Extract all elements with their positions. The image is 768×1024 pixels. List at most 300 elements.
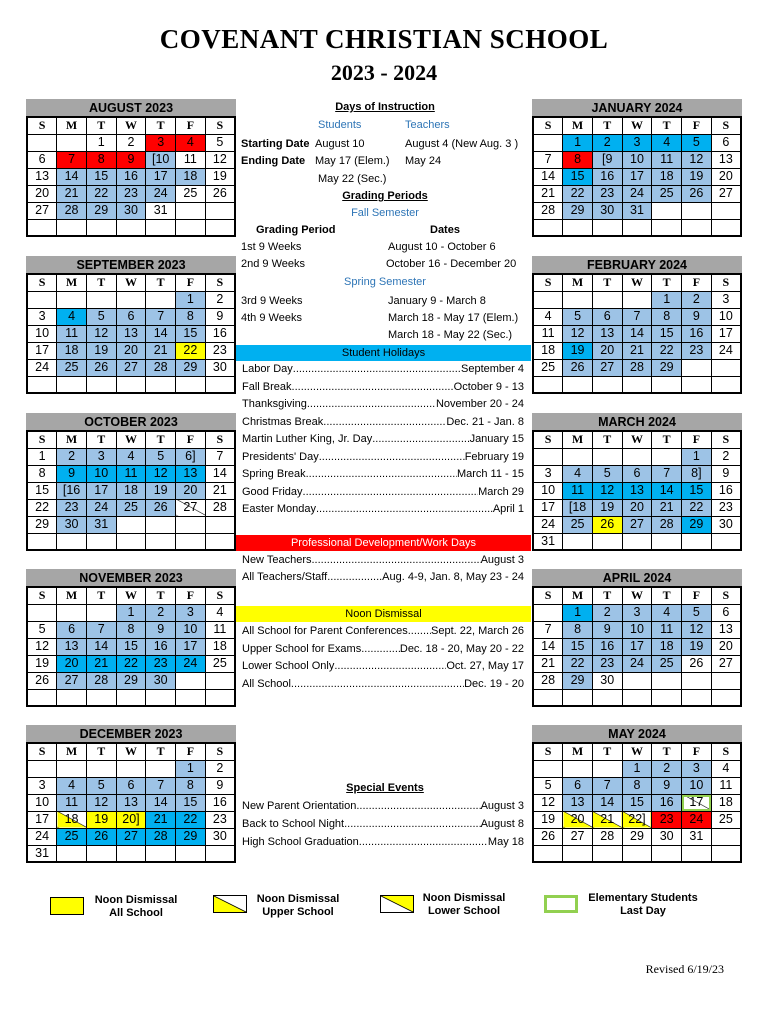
day-cell: 23 bbox=[57, 499, 87, 516]
day-cell bbox=[205, 672, 235, 689]
day-cell: 18 bbox=[57, 811, 87, 828]
day-cell: 21 bbox=[652, 499, 682, 516]
day-cell: 10 bbox=[533, 482, 563, 499]
day-cell: 28 bbox=[652, 516, 682, 533]
day-cell: 29 bbox=[86, 202, 116, 219]
day-cell: 26 bbox=[682, 655, 712, 672]
legend-all: Noon Dismissal All School bbox=[94, 894, 178, 919]
day-cell: 6] bbox=[176, 448, 206, 465]
weekday-header: M bbox=[57, 431, 87, 448]
day-cell: 23 bbox=[146, 655, 176, 672]
weekday-header: M bbox=[57, 587, 87, 604]
day-cell: 22] bbox=[622, 811, 652, 828]
weekday-header: M bbox=[563, 431, 593, 448]
day-cell bbox=[533, 604, 563, 621]
weekday-header: M bbox=[563, 274, 593, 291]
day-cell: 2 bbox=[57, 448, 87, 465]
day-cell: 30 bbox=[205, 359, 235, 376]
day-cell: 16 bbox=[682, 325, 712, 342]
day-cell: 9 bbox=[652, 777, 682, 794]
school-year: 2023 - 2024 bbox=[330, 60, 438, 85]
day-cell bbox=[176, 533, 206, 550]
day-cell: 12 bbox=[563, 325, 593, 342]
day-cell bbox=[533, 291, 563, 308]
day-cell bbox=[711, 202, 741, 219]
day-cell: 29 bbox=[682, 516, 712, 533]
day-cell bbox=[27, 291, 57, 308]
day-cell: 14 bbox=[592, 794, 622, 811]
day-cell: 9 bbox=[205, 777, 235, 794]
day-cell: 28 bbox=[146, 828, 176, 845]
day-cell: 15 bbox=[622, 794, 652, 811]
day-cell bbox=[652, 448, 682, 465]
day-cell bbox=[652, 533, 682, 550]
weekday-header: T bbox=[146, 274, 176, 291]
day-cell bbox=[592, 760, 622, 777]
day-cell: 7 bbox=[533, 621, 563, 638]
day-cell: 14 bbox=[622, 325, 652, 342]
day-cell bbox=[533, 845, 563, 862]
day-cell: 15 bbox=[682, 482, 712, 499]
weekday-header: S bbox=[27, 743, 57, 760]
teachers-header: Teachers bbox=[405, 119, 450, 131]
day-cell: 29 bbox=[176, 359, 206, 376]
day-cell: 4 bbox=[711, 760, 741, 777]
day-cell: 20 bbox=[592, 342, 622, 359]
day-cell: 22 bbox=[86, 185, 116, 202]
day-cell bbox=[146, 533, 176, 550]
day-cell bbox=[86, 689, 116, 706]
day-cell bbox=[563, 533, 593, 550]
day-cell: 5 bbox=[86, 308, 116, 325]
weekday-header: F bbox=[176, 274, 206, 291]
day-cell: 26 bbox=[205, 185, 235, 202]
day-cell bbox=[622, 845, 652, 862]
day-cell: 18 bbox=[533, 342, 563, 359]
day-cell: 16 bbox=[652, 794, 682, 811]
spring-semester: Spring Semester bbox=[344, 276, 426, 288]
day-cell: 17 bbox=[682, 794, 712, 811]
day-cell: 27 bbox=[563, 828, 593, 845]
day-cell: 13 bbox=[176, 465, 206, 482]
day-cell bbox=[622, 533, 652, 550]
students-header: Students bbox=[318, 119, 362, 131]
day-cell: 6 bbox=[592, 308, 622, 325]
weekday-header: S bbox=[205, 743, 235, 760]
day-cell: 19 bbox=[27, 655, 57, 672]
day-cell: 16 bbox=[205, 325, 235, 342]
month-grid bbox=[532, 430, 742, 551]
day-cell: 21 bbox=[146, 811, 176, 828]
day-cell: 19 bbox=[563, 342, 593, 359]
day-cell bbox=[682, 202, 712, 219]
day-cell: 10 bbox=[622, 621, 652, 638]
day-cell bbox=[652, 689, 682, 706]
day-cell: 6 bbox=[622, 465, 652, 482]
day-cell: 6 bbox=[116, 777, 146, 794]
day-cell: 25 bbox=[205, 655, 235, 672]
day-cell: 16 bbox=[592, 638, 622, 655]
day-cell: 12 bbox=[27, 638, 57, 655]
day-cell: 18 bbox=[57, 342, 87, 359]
legend-swatch-lower bbox=[380, 895, 414, 913]
day-cell bbox=[116, 533, 146, 550]
month-grid bbox=[26, 586, 236, 707]
day-cell: 27 bbox=[27, 202, 57, 219]
month-title: APRIL 2024 bbox=[532, 569, 742, 586]
day-cell bbox=[711, 828, 741, 845]
day-cell bbox=[116, 760, 146, 777]
day-cell: 17 bbox=[622, 168, 652, 185]
day-cell: 6 bbox=[711, 604, 741, 621]
day-cell: 7 bbox=[652, 465, 682, 482]
day-cell: 8 bbox=[652, 308, 682, 325]
weekday-header: S bbox=[711, 274, 741, 291]
day-cell: 8 bbox=[116, 621, 146, 638]
day-cell: 12 bbox=[682, 621, 712, 638]
weekday-header: T bbox=[652, 431, 682, 448]
weekday-header: T bbox=[652, 743, 682, 760]
revised-date: Revised 6/19/23 bbox=[645, 962, 724, 976]
weekday-header: F bbox=[176, 117, 206, 134]
day-cell bbox=[592, 376, 622, 393]
day-cell: 11 bbox=[533, 325, 563, 342]
day-cell bbox=[146, 376, 176, 393]
weekday-header: F bbox=[682, 743, 712, 760]
day-cell: 1 bbox=[563, 134, 593, 151]
day-cell: 14 bbox=[205, 465, 235, 482]
day-cell bbox=[57, 219, 87, 236]
day-cell: 26 bbox=[146, 499, 176, 516]
weekday-header: T bbox=[86, 743, 116, 760]
day-cell: 26 bbox=[563, 359, 593, 376]
day-cell: 20 bbox=[711, 638, 741, 655]
day-cell bbox=[622, 219, 652, 236]
day-cell bbox=[622, 689, 652, 706]
day-cell bbox=[682, 359, 712, 376]
day-cell: 29 bbox=[116, 672, 146, 689]
day-cell: 8 bbox=[563, 621, 593, 638]
dotted-line-item: Upper School for Exams ..... Dec. 18 - 20, May 20 - 22 bbox=[242, 643, 524, 655]
day-cell: 29 bbox=[622, 828, 652, 845]
day-cell: 14 bbox=[146, 325, 176, 342]
month-title: MARCH 2024 bbox=[532, 413, 742, 430]
day-cell: 21 bbox=[533, 655, 563, 672]
day-cell: 1 bbox=[176, 760, 206, 777]
day-cell: 14 bbox=[533, 168, 563, 185]
day-cell: 9 bbox=[205, 308, 235, 325]
day-cell bbox=[652, 845, 682, 862]
day-cell: 7 bbox=[205, 448, 235, 465]
day-cell bbox=[533, 376, 563, 393]
day-cell: 25 bbox=[533, 359, 563, 376]
legend-upper: Noon Dismissal Upper School bbox=[256, 893, 340, 918]
day-cell: 1 bbox=[116, 604, 146, 621]
day-cell bbox=[592, 448, 622, 465]
fall-semester: Fall Semester bbox=[351, 207, 419, 219]
weekday-header: T bbox=[86, 117, 116, 134]
day-cell: 18 bbox=[116, 482, 146, 499]
day-cell: 23 bbox=[711, 499, 741, 516]
day-cell: 10 bbox=[682, 777, 712, 794]
day-cell bbox=[146, 689, 176, 706]
day-cell: 17 bbox=[533, 499, 563, 516]
dotted-line-item: All School ..... Dec. 19 - 20 bbox=[242, 678, 524, 690]
day-cell: 29 bbox=[27, 516, 57, 533]
weekday-header: W bbox=[622, 743, 652, 760]
day-cell bbox=[592, 219, 622, 236]
day-cell: 30 bbox=[146, 672, 176, 689]
day-cell: 28 bbox=[86, 672, 116, 689]
day-cell: 11 bbox=[116, 465, 146, 482]
day-cell bbox=[711, 845, 741, 862]
day-cell: 19 bbox=[682, 638, 712, 655]
day-cell: 2 bbox=[205, 760, 235, 777]
month-title: JANUARY 2024 bbox=[532, 99, 742, 116]
events-heading: Special Events bbox=[346, 782, 424, 794]
day-cell: 24 bbox=[622, 655, 652, 672]
calendar-may bbox=[532, 725, 742, 863]
day-cell: 7 bbox=[86, 621, 116, 638]
day-cell: 2 bbox=[592, 604, 622, 621]
day-cell: 14 bbox=[533, 638, 563, 655]
day-cell: 15 bbox=[563, 638, 593, 655]
day-cell: 12 bbox=[205, 151, 235, 168]
day-cell bbox=[116, 845, 146, 862]
weekday-header: W bbox=[116, 274, 146, 291]
weekday-header: T bbox=[86, 587, 116, 604]
day-cell bbox=[176, 202, 206, 219]
day-cell: 15 bbox=[86, 168, 116, 185]
day-cell: 24 bbox=[27, 359, 57, 376]
day-cell: 26 bbox=[592, 516, 622, 533]
day-cell: 15 bbox=[27, 482, 57, 499]
day-cell: 8 bbox=[563, 151, 593, 168]
day-cell: 26 bbox=[86, 359, 116, 376]
day-cell: 23 bbox=[205, 811, 235, 828]
day-cell bbox=[711, 689, 741, 706]
weekday-header: W bbox=[116, 743, 146, 760]
day-cell: 10 bbox=[27, 325, 57, 342]
day-cell: 26 bbox=[682, 185, 712, 202]
day-cell: 9 bbox=[146, 621, 176, 638]
weekday-header: M bbox=[563, 587, 593, 604]
day-cell: 25 bbox=[652, 655, 682, 672]
day-cell: 15 bbox=[176, 794, 206, 811]
legend-swatch-upper bbox=[213, 895, 247, 913]
day-cell bbox=[563, 376, 593, 393]
weekday-header: T bbox=[146, 117, 176, 134]
day-cell: 14 bbox=[146, 794, 176, 811]
day-cell bbox=[592, 689, 622, 706]
day-cell bbox=[176, 219, 206, 236]
day-cell bbox=[176, 845, 206, 862]
day-cell: 31 bbox=[27, 845, 57, 862]
day-cell: 4 bbox=[652, 134, 682, 151]
day-cell: 4 bbox=[652, 604, 682, 621]
day-cell: 19 bbox=[86, 811, 116, 828]
day-cell: 19 bbox=[592, 499, 622, 516]
month-grid bbox=[532, 586, 742, 707]
day-cell: 10 bbox=[622, 151, 652, 168]
day-cell: 3 bbox=[86, 448, 116, 465]
day-cell: 19 bbox=[146, 482, 176, 499]
day-cell bbox=[57, 533, 87, 550]
grading-period-col: Grading Period bbox=[256, 224, 336, 236]
day-cell: 7 bbox=[592, 777, 622, 794]
day-cell: 14 bbox=[57, 168, 87, 185]
dotted-line-item: New Parent Orientation ..... August 3 bbox=[242, 800, 524, 812]
day-cell: 2 bbox=[205, 291, 235, 308]
day-cell: [18 bbox=[563, 499, 593, 516]
day-cell: 6 bbox=[563, 777, 593, 794]
day-cell: 5 bbox=[592, 465, 622, 482]
day-cell bbox=[176, 689, 206, 706]
dotted-line-item: All School for Parent Conferences ..... Sept. 22, March 26 bbox=[242, 625, 524, 637]
day-cell bbox=[57, 376, 87, 393]
day-cell: 23 bbox=[592, 655, 622, 672]
day-cell: 4 bbox=[205, 604, 235, 621]
day-cell bbox=[116, 516, 146, 533]
day-cell: 3 bbox=[176, 604, 206, 621]
day-cell: 11 bbox=[652, 621, 682, 638]
day-cell: 10 bbox=[711, 308, 741, 325]
weekday-header: S bbox=[27, 274, 57, 291]
day-cell: 28 bbox=[533, 202, 563, 219]
day-cell bbox=[652, 219, 682, 236]
day-cell bbox=[205, 219, 235, 236]
day-cell: 23 bbox=[652, 811, 682, 828]
dotted-line-item: Spring Break ..... March 11 - 15 bbox=[242, 468, 524, 480]
day-cell: 30 bbox=[57, 516, 87, 533]
weekday-header: S bbox=[533, 117, 563, 134]
day-cell: 20] bbox=[116, 811, 146, 828]
day-cell: 19 bbox=[86, 342, 116, 359]
day-cell: 3 bbox=[27, 308, 57, 325]
day-cell: 28 bbox=[622, 359, 652, 376]
day-cell bbox=[176, 376, 206, 393]
day-cell: 1 bbox=[682, 448, 712, 465]
dotted-line-item: Back to School Night ..... August 8 bbox=[242, 818, 524, 830]
day-cell: 12 bbox=[146, 465, 176, 482]
day-cell: 20 bbox=[116, 342, 146, 359]
grading-dates-3: January 9 - March 8 bbox=[388, 295, 486, 307]
dotted-line-item: Martin Luther King, Jr. Day ..... January 15 bbox=[242, 433, 524, 445]
day-cell bbox=[27, 376, 57, 393]
day-cell: 27 bbox=[711, 185, 741, 202]
day-cell: 18 bbox=[652, 168, 682, 185]
day-cell bbox=[116, 689, 146, 706]
day-cell: 25 bbox=[57, 828, 87, 845]
weekday-header: S bbox=[711, 743, 741, 760]
day-cell bbox=[57, 134, 87, 151]
weekday-header: S bbox=[205, 431, 235, 448]
day-cell bbox=[86, 219, 116, 236]
day-cell: 9 bbox=[116, 151, 146, 168]
day-cell: 8 bbox=[176, 308, 206, 325]
day-cell: 7 bbox=[622, 308, 652, 325]
day-cell: 15 bbox=[652, 325, 682, 342]
month-title: MAY 2024 bbox=[532, 725, 742, 742]
day-cell: 16 bbox=[205, 794, 235, 811]
day-cell bbox=[533, 760, 563, 777]
day-cell: 22 bbox=[563, 655, 593, 672]
day-cell: 19 bbox=[205, 168, 235, 185]
day-cell: 31 bbox=[146, 202, 176, 219]
day-cell: 12 bbox=[533, 794, 563, 811]
day-cell: 22 bbox=[176, 811, 206, 828]
day-cell: 20 bbox=[622, 499, 652, 516]
day-cell bbox=[176, 672, 206, 689]
day-cell bbox=[205, 533, 235, 550]
dotted-line-item: Labor Day ..... September 4 bbox=[242, 363, 524, 375]
day-cell: 19 bbox=[533, 811, 563, 828]
day-cell: 17 bbox=[711, 325, 741, 342]
day-cell: 20 bbox=[57, 655, 87, 672]
day-cell: 24 bbox=[533, 516, 563, 533]
weekday-header: F bbox=[682, 431, 712, 448]
day-cell: 11 bbox=[711, 777, 741, 794]
weekday-header: S bbox=[711, 117, 741, 134]
day-cell: 25 bbox=[652, 185, 682, 202]
grading-period-3: 3rd 9 Weeks bbox=[241, 295, 303, 307]
weekday-header: T bbox=[146, 431, 176, 448]
day-cell: 4 bbox=[563, 465, 593, 482]
day-cell bbox=[27, 689, 57, 706]
day-cell: 17 bbox=[27, 811, 57, 828]
day-cell: 12 bbox=[592, 482, 622, 499]
day-cell bbox=[622, 291, 652, 308]
pd-band: Professional Development/Work Days bbox=[236, 535, 531, 551]
day-cell bbox=[205, 689, 235, 706]
day-cell: 18 bbox=[711, 794, 741, 811]
day-cell bbox=[146, 760, 176, 777]
weekday-header: W bbox=[622, 431, 652, 448]
start-students: August 10 bbox=[315, 138, 365, 150]
day-cell: 7 bbox=[57, 151, 87, 168]
school-title: COVENANT CHRISTIAN SCHOOL bbox=[159, 24, 609, 54]
day-cell bbox=[146, 845, 176, 862]
day-cell bbox=[27, 760, 57, 777]
calendar-january bbox=[532, 99, 742, 237]
day-cell bbox=[57, 291, 87, 308]
day-cell: 27 bbox=[176, 499, 206, 516]
weekday-header: S bbox=[205, 117, 235, 134]
calendar-february bbox=[532, 256, 742, 394]
day-cell: [9 bbox=[592, 151, 622, 168]
day-cell: 1 bbox=[563, 604, 593, 621]
day-cell bbox=[711, 359, 741, 376]
day-cell: 25 bbox=[116, 499, 146, 516]
weekday-header: S bbox=[205, 274, 235, 291]
day-cell: 19 bbox=[682, 168, 712, 185]
day-cell: 26 bbox=[86, 828, 116, 845]
month-grid bbox=[26, 116, 236, 237]
dotted-line-item: Thanksgiving ..... November 20 - 24 bbox=[242, 398, 524, 410]
day-cell: 26 bbox=[27, 672, 57, 689]
day-cell: 1 bbox=[622, 760, 652, 777]
day-cell: 22 bbox=[176, 342, 206, 359]
day-cell: 22 bbox=[27, 499, 57, 516]
day-cell bbox=[711, 672, 741, 689]
month-grid bbox=[532, 273, 742, 394]
day-cell bbox=[711, 219, 741, 236]
weekday-header: T bbox=[592, 117, 622, 134]
day-cell: 13 bbox=[711, 621, 741, 638]
student-holidays-band: Student Holidays bbox=[236, 345, 531, 361]
ending-date-label: Ending Date bbox=[241, 155, 306, 167]
day-cell bbox=[652, 202, 682, 219]
